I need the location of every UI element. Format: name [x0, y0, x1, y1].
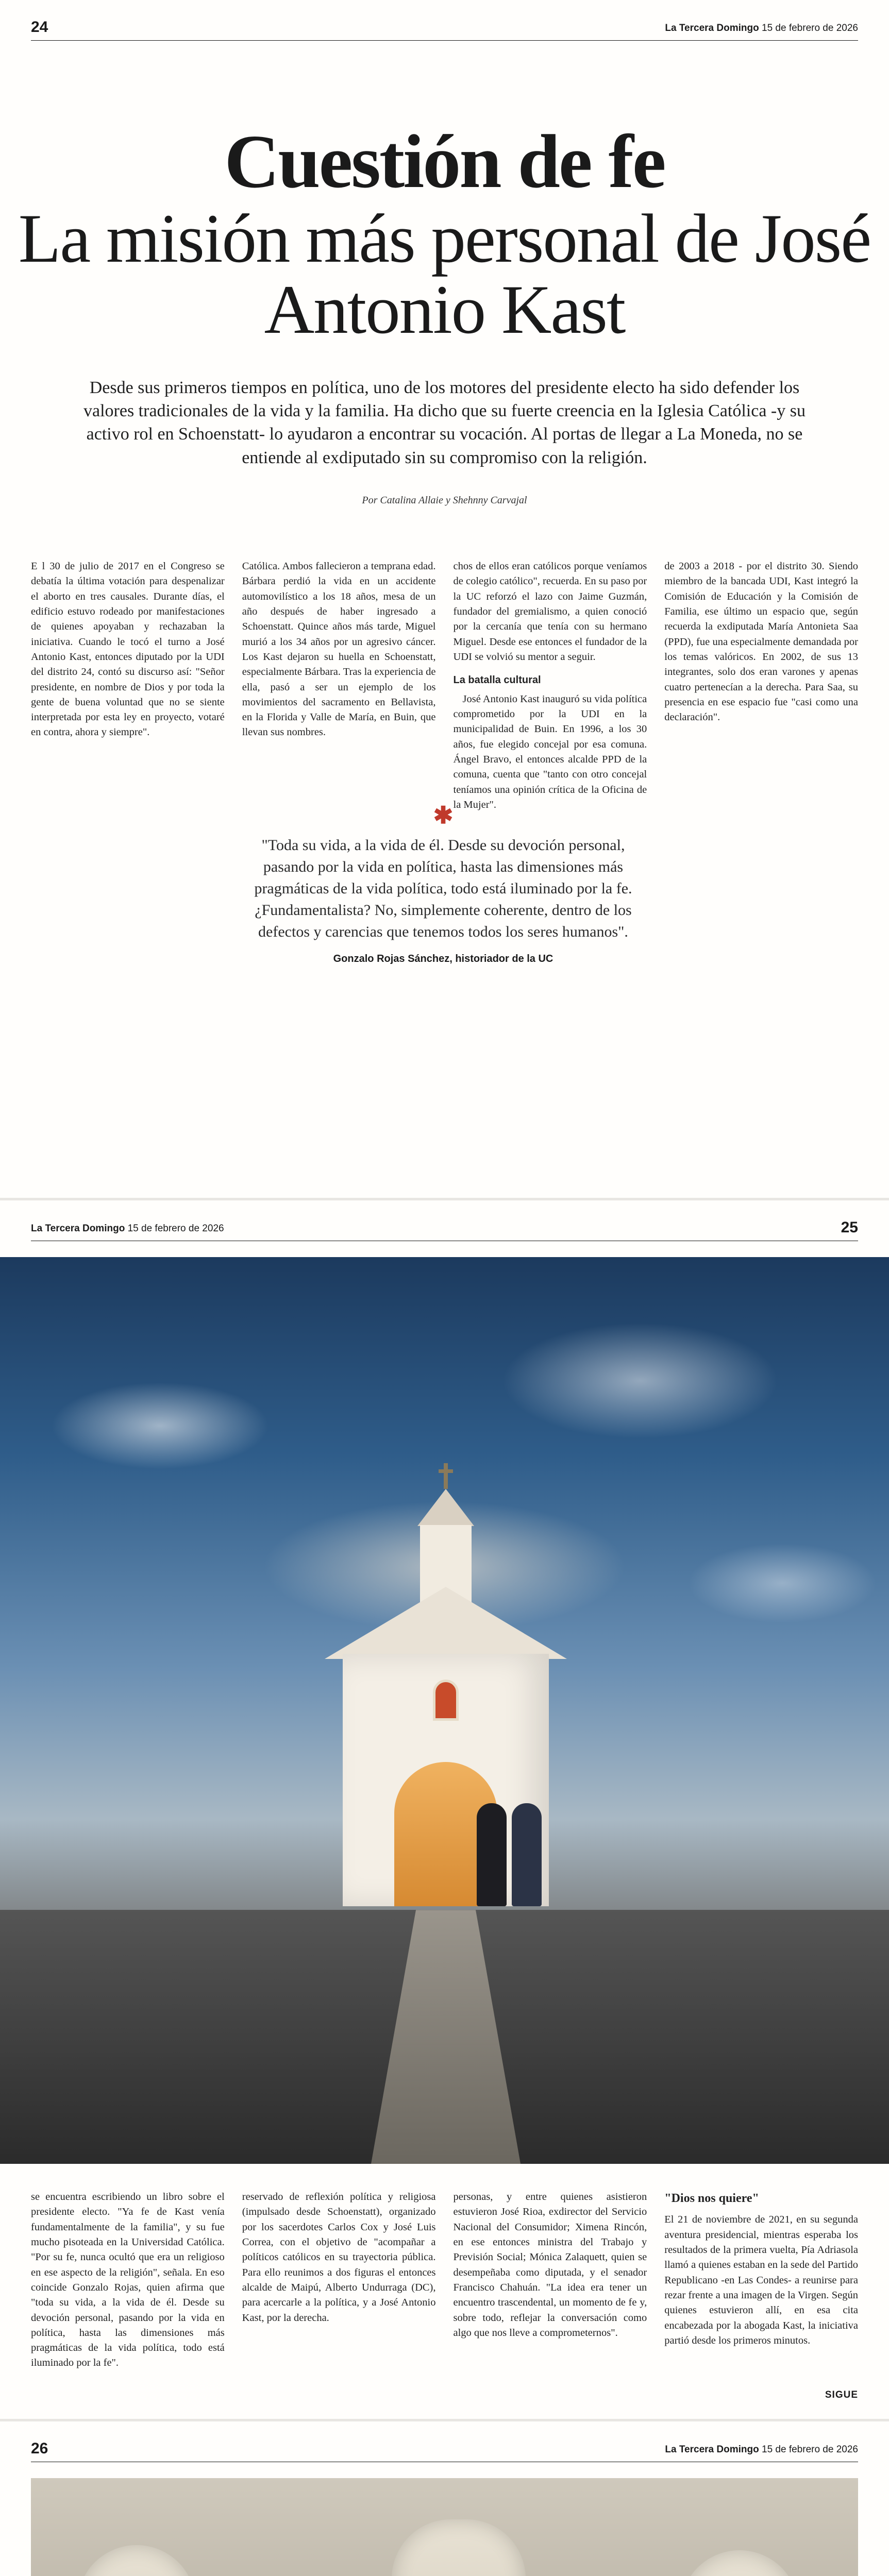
- publication-info: [31, 1223, 224, 1234]
- column-1: [31, 2190, 225, 2376]
- column-4: [664, 2190, 858, 2376]
- publication-info: [665, 2444, 858, 2455]
- section-heading: "Dios nos quiere": [664, 2192, 759, 2205]
- column-1: [31, 559, 225, 818]
- column-3: [454, 2190, 647, 2376]
- paragraph: José Antonio Kast inauguró su vida política comprometido por la UDI en la municipalidad de Buin. En 1996, a los 30 años, fue elegido concejal por esa comuna. Ángel Bravo, el entonces alcalde PPD de la comuna, cuenta que "tanto con otro concejal teníamos una opinión crítica de la Oficina de la Mujer".: [453, 693, 647, 810]
- page-24: [0, 0, 889, 1200]
- folio-header: [31, 2440, 858, 2456]
- person-figure: [477, 1803, 507, 1906]
- spire: [417, 1489, 474, 1526]
- church-arch: [77, 2545, 196, 2576]
- publication-date: 15 de febrero de 2026: [762, 2444, 858, 2455]
- page-number: 25: [841, 1219, 858, 1236]
- paragraph: reservado de reflexión política y religiosa (impulsado desde Schoenstatt), organizado por los sacerdotes Carlos Cox y José Luis Correa, con el objetivo de "acompañar a políticos católicos en su trayectoria pública. Para ello reunimos a dos figuras el entonces alcalde de Maipú, Alberto Undurraga (DC), para acercarle a la política, y a José Antonio Kast, por la derecha.: [242, 2191, 436, 2324]
- publication-name: La Tercera Domingo: [31, 1223, 125, 1234]
- church-arch: [680, 2550, 799, 2576]
- page-number: 26: [31, 2440, 48, 2457]
- page-25: [0, 1200, 889, 2421]
- paragraph: personas, y entre quienes asistieron estuvieron José Rioa, exdirector del Servicio Nacional del Consumidor; Ximena Rincón, en ese entonces ministra del Trabajo y Previsión Social; Mónica Zalaquett, quien se desempeñaba como diputada, y el senador Francisco Chahuán. "La idea era tener un encuentro trascendental, un momento de fe y, sobre todo, reflejar la conversación como algo que nos lleve a comprometernos".: [453, 2191, 647, 2338]
- subhead: La batalla cultural: [453, 674, 541, 686]
- pull-quote: [242, 804, 644, 965]
- publication-date: 15 de febrero de 2026: [127, 1223, 224, 1234]
- page-number: 24: [31, 19, 48, 36]
- column-3: [454, 559, 647, 818]
- asterisk-icon: ✱: [433, 802, 454, 828]
- column-4: [664, 559, 858, 818]
- folio-header: [31, 19, 858, 35]
- page-26: [0, 2421, 889, 2576]
- publication-name: La Tercera Domingo: [665, 2444, 759, 2455]
- publication-date: 15 de febrero de 2026: [762, 23, 858, 33]
- chapel-window: [433, 1680, 459, 1721]
- folio-header: [31, 1219, 858, 1235]
- chapel-door: [394, 1762, 497, 1906]
- kicker-title: Cuestión de fe: [224, 120, 665, 204]
- article-columns: [31, 559, 858, 818]
- headline: La misión más personal de José Antonio Kast: [18, 200, 871, 348]
- mass-photo: [31, 2478, 858, 2576]
- column-2: [242, 2190, 436, 2376]
- paragraph: chos de ellos eran católicos porque veníamos de colegio católico", recuerda. En su paso por la UC reforzó el lazo con Jaime Guzmán, fundador del gremialismo, a quien conoció por la cercanía que tenía con su hermano Miguel. Desde ese entonces el fundador de la UDI se volvió su mentor a seguir.: [453, 561, 647, 663]
- cross-icon: [444, 1463, 448, 1489]
- paragraph: se encuentra escribiendo un libro sobre el presidente electo. "Ya fe de Kast venía fundamentalmente de la familia", y su fue mucho pisoteada en la Universidad Católica. "Por su fe, nunca ocultó que era un religioso en ese aspecto de la religión", señala. En eso coincide Gonzalo Rojas, quien afirma que "toda su vida, a la vida de él. Desde su devoción personal, pasando por la vida en política, hasta las dimensiones más pragmáticas de la vida política, todo está iluminado por la fe".: [31, 2191, 225, 2369]
- byline: Por Catalina Allaie y Shehnny Carvajal: [362, 495, 527, 506]
- continues-label: SIGUE: [825, 2389, 858, 2400]
- paragraph: El 21 de noviembre de 2021, en su segunda aventura presidencial, mientras esperaba los resultados de la primera vuelta, Pía Adriasola llamó a quienes estaban en la sede del Partido Republicano -en Las Condes- a reunirse para rezar frente a una imagen de la Virgen. Según quienes estuvieron allí, en esa cita encabezada por la abogada Kast, la iniciativa partió desde los primeros minutos.: [664, 2214, 858, 2346]
- pull-quote-text: "Toda su vida, a la vida de él. Desde su devoción personal, pasando por la vida en política, hasta las dimensiones más pragmáticas de la vida política, todo está iluminado por la fe. ¿Fundamentalista? No, simplemente coherente, dentro de los defectos y carencias que tenemos todos los seres humanos".: [254, 837, 632, 940]
- person-figure: [512, 1803, 542, 1906]
- roof: [325, 1587, 567, 1659]
- publication-name: La Tercera Domingo: [665, 23, 759, 33]
- column-2: [242, 559, 436, 818]
- church-arch: [392, 2519, 526, 2576]
- deck: Desde sus primeros tiempos en política, uno de los motores del presidente electo ha sido defender los valores tradicionales de la vida y la familia. Ha dicho que su fuerte creencia en la Iglesia Católica -y su activo rol en Schoenstatt- lo ayudaron a encontrar su vocación. Al portas de llegar a La Moneda, no se entiende al exdiputado sin su compromiso con la religión.: [83, 378, 806, 467]
- article-columns: [31, 2190, 858, 2376]
- chapel-photo: [0, 1257, 889, 2164]
- paragraph: E l 30 de julio de 2017 en el Congreso se debatía la última votación para despenalizar el aborto en tres causales. Durante días, el edificio estuvo rodeado por manifestaciones de quienes apoyaban y rechazaban la iniciativa. Cuando le tocó el turno a José Antonio Kast, entonces diputado por la UDI del distrito 24, contó su discurso así: "Señor presidente, en nombre de Dios y por toda la gente de buena voluntad que no se siente interpretada por esta ley en proyecto, votaré en contra, ahora y siempre".: [31, 561, 225, 738]
- paragraph: Católica. Ambos fallecieron a temprana edad. Bárbara perdió la vida en un accidente automovilístico a los 18 años, mesa de un año después de haber ingresado a Schoenstatt. Quince años más tarde, Miguel murió a los 34 años por un agresivo cáncer. Los Kast dejaron su huella en Schoenstatt, especialmente Bárbara. Tras la experiencia de ella, pasó a ser un ejemplo de los movimientos del sacramento en Bellavista, en la Florida y Valle de María, en Buin, que llevan sus nombres.: [242, 561, 436, 738]
- folio-rule: [31, 40, 858, 41]
- chapel: [335, 1525, 557, 1906]
- publication-info: [665, 23, 858, 34]
- paragraph: de 2003 a 2018 - por el distrito 30. Siendo miembro de la bancada UDI, Kast integró la Comisión de Educación y la Comisión de Familia, ese último un espacio que, según recuerda la exdiputada María Antonieta Saa (PPD), fue una especialmente demandada por los temas valóricos. En 2002, de sus 13 integrantes, solo dos eran varones y apenas cuatro pertenecían a la derecha. Para Saa, su presencia en ese espacio fue "casi como una declaración".: [664, 561, 858, 723]
- pull-quote-author: Gonzalo Rojas Sánchez, historiador de la UC: [333, 953, 553, 964]
